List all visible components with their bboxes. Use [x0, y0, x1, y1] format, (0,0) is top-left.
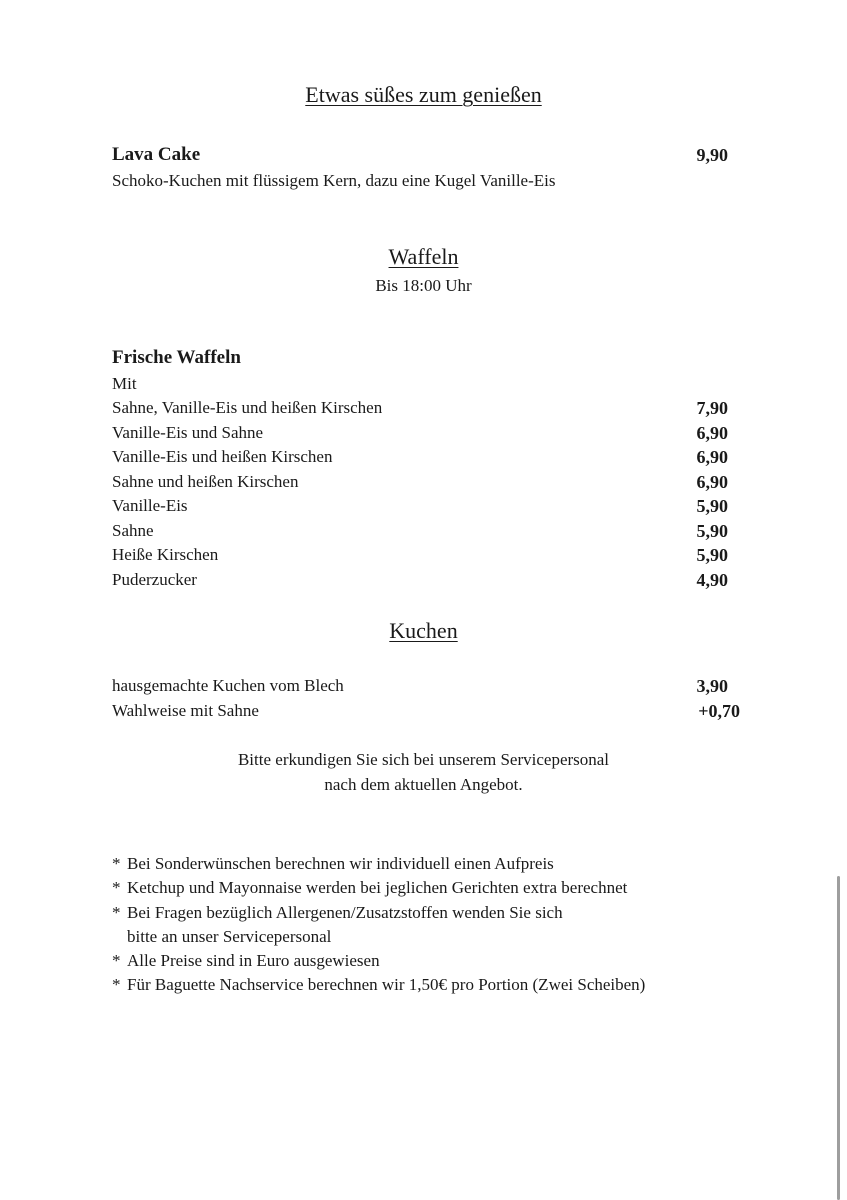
waffles-intro: Mit	[112, 374, 137, 393]
waffle-option-price: 4,90	[696, 570, 728, 590]
waffle-option: Puderzucker	[112, 570, 197, 589]
waffle-option: Vanille-Eis und heißen Kirschen	[112, 447, 333, 466]
cake-item: hausgemachte Kuchen vom Blech	[112, 676, 344, 695]
waffle-option-price: 5,90	[696, 545, 728, 565]
footnote: * Für Baguette Nachservice berechnen wir 1,50€ pro Portion (Zwei Scheiben)	[112, 975, 646, 994]
waffle-option-price: 6,90	[696, 423, 728, 443]
footnote-continuation: bitte an unser Servicepersonal	[127, 927, 332, 946]
footnote-star: *	[112, 903, 121, 922]
waffle-option-price: 7,90	[696, 398, 728, 418]
section-title-sweets: Etwas süßes zum genießen	[305, 82, 542, 107]
cake-info-line-1: Bitte erkundigen Sie sich bei unserem Servicepersonal	[237, 750, 610, 769]
section-title-cake: Kuchen	[389, 618, 458, 643]
waffle-option: Sahne und heißen Kirschen	[112, 472, 299, 491]
waffle-option-price: 6,90	[696, 472, 728, 492]
vertical-scrollbar[interactable]	[837, 876, 840, 1200]
waffle-option: Heiße Kirschen	[112, 545, 219, 564]
cake-info-line-2: nach dem aktuellen Angebot.	[324, 775, 523, 794]
waffle-option-price: 6,90	[696, 447, 728, 467]
waffle-option: Sahne, Vanille-Eis und heißen Kirschen	[112, 398, 383, 417]
footnote-star: *	[112, 878, 121, 897]
waffle-option-price: 5,90	[696, 496, 728, 516]
cake-item-price: +0,70	[698, 701, 740, 721]
footnote-star: *	[112, 854, 121, 873]
cake-item: Wahlweise mit Sahne	[112, 701, 259, 720]
cake-item-price: 3,90	[696, 676, 728, 696]
waffle-option-price: 5,90	[696, 521, 728, 541]
footnote: * Bei Fragen bezüglich Allergenen/Zusatzstoffen wenden Sie sich	[112, 903, 563, 922]
waffle-option: Vanille-Eis	[112, 496, 188, 515]
footnote-star: *	[112, 951, 121, 970]
footnote: * Ketchup und Mayonnaise werden bei jeglichen Gerichten extra berechnet	[112, 878, 628, 897]
item-price-lava-cake: 9,90	[696, 145, 728, 165]
footnote-star: *	[112, 975, 121, 994]
waffles-time-note: Bis 18:00 Uhr	[375, 276, 472, 295]
waffle-option: Vanille-Eis und Sahne	[112, 423, 264, 442]
item-name-waffles: Frische Waffeln	[112, 347, 241, 368]
footnote: * Bei Sonderwünschen berechnen wir individuell einen Aufpreis	[112, 854, 554, 873]
footnote: * Alle Preise sind in Euro ausgewiesen	[112, 951, 380, 970]
section-title-waffles: Waffeln	[388, 244, 459, 269]
item-desc-lava-cake: Schoko-Kuchen mit flüssigem Kern, dazu eine Kugel Vanille-Eis	[112, 171, 556, 190]
waffle-option: Sahne	[112, 521, 154, 540]
item-name-lava-cake: Lava Cake	[112, 144, 201, 165]
